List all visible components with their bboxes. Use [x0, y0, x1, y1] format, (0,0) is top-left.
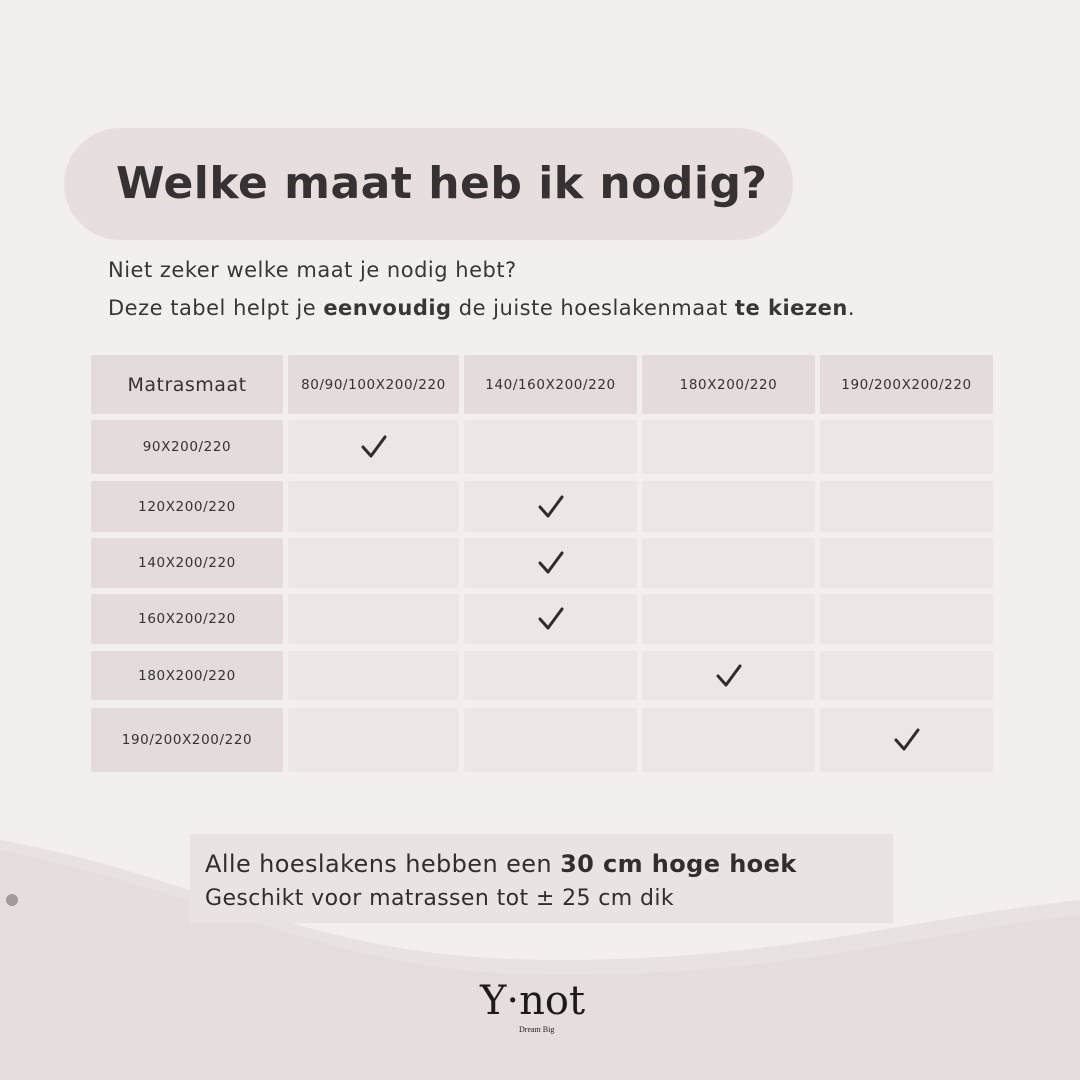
table-cell: [642, 594, 815, 644]
table-cell: [820, 594, 993, 644]
page-title: Welke maat heb ik nodig?: [116, 158, 768, 209]
table-cell: [288, 708, 459, 772]
table-cell: [642, 538, 815, 588]
table-row-label: [91, 594, 283, 644]
table-cell: [288, 538, 459, 588]
checkmark-icon: [537, 550, 565, 576]
checkmark-icon: [537, 606, 565, 632]
table-cell: [464, 651, 637, 700]
row-label: 120X200/220: [138, 498, 236, 515]
table-cell: [288, 420, 459, 474]
header-label: Matrasmaat: [127, 373, 247, 396]
table-cell: [820, 651, 993, 700]
checkmark-icon: [715, 663, 743, 689]
table-row-label: [91, 708, 283, 772]
table-row-label: [91, 481, 283, 532]
checkmark-icon: [537, 494, 565, 520]
table-row-label: [91, 538, 283, 588]
table-header-col: [642, 355, 815, 414]
column-label: 180X200/220: [679, 376, 778, 393]
row-label: 90X200/220: [142, 439, 232, 455]
table-row-label: [91, 420, 283, 474]
table-cell: [288, 651, 459, 700]
table-cell: [288, 481, 459, 532]
table-row-label: [91, 651, 283, 700]
table-cell: [464, 420, 637, 474]
logo-tagline: Dream Big: [519, 1025, 555, 1034]
column-label: 190/200X200/220: [841, 376, 972, 393]
row-label: 190/200X200/220: [121, 732, 253, 748]
intro-line-1: Niet zeker welke maat je nodig hebt?: [108, 258, 517, 282]
row-label: 140X200/220: [138, 555, 236, 571]
row-label: 180X200/220: [138, 667, 236, 684]
column-label: 80/90/100X200/220: [301, 376, 446, 393]
decorative-dot: [6, 894, 18, 906]
table-cell: [820, 708, 993, 772]
table-cell: [642, 651, 815, 700]
table-cell: [288, 594, 459, 644]
table-cell: [464, 538, 637, 588]
logo: Y·not: [480, 978, 586, 1024]
table-cell: [642, 420, 815, 474]
note-line-2: Geschikt voor matrassen tot ± 25 cm dik: [205, 886, 675, 911]
table-cell: [820, 538, 993, 588]
table-cell: [820, 420, 993, 474]
table-header-col: [464, 355, 637, 414]
table-header-matrasmaat: [91, 355, 283, 414]
table-header-col: [820, 355, 993, 414]
checkmark-icon: [893, 727, 921, 753]
size-table: [91, 355, 993, 772]
table-header-col: [288, 355, 459, 414]
note-line-1: Alle hoeslakens hebben een 30 cm hoge hoek: [205, 850, 797, 878]
table-cell: [464, 594, 637, 644]
table-cell: [642, 481, 815, 532]
table-cell: [464, 481, 637, 532]
intro-line-2: Deze tabel helpt je eenvoudig de juiste hoeslakenmaat te kiezen.: [108, 296, 856, 320]
checkmark-icon: [360, 434, 388, 460]
row-label: 160X200/220: [138, 611, 236, 627]
table-cell: [642, 708, 815, 772]
column-label: 140/160X200/220: [485, 376, 616, 393]
table-cell: [820, 481, 993, 532]
table-cell: [464, 708, 637, 772]
